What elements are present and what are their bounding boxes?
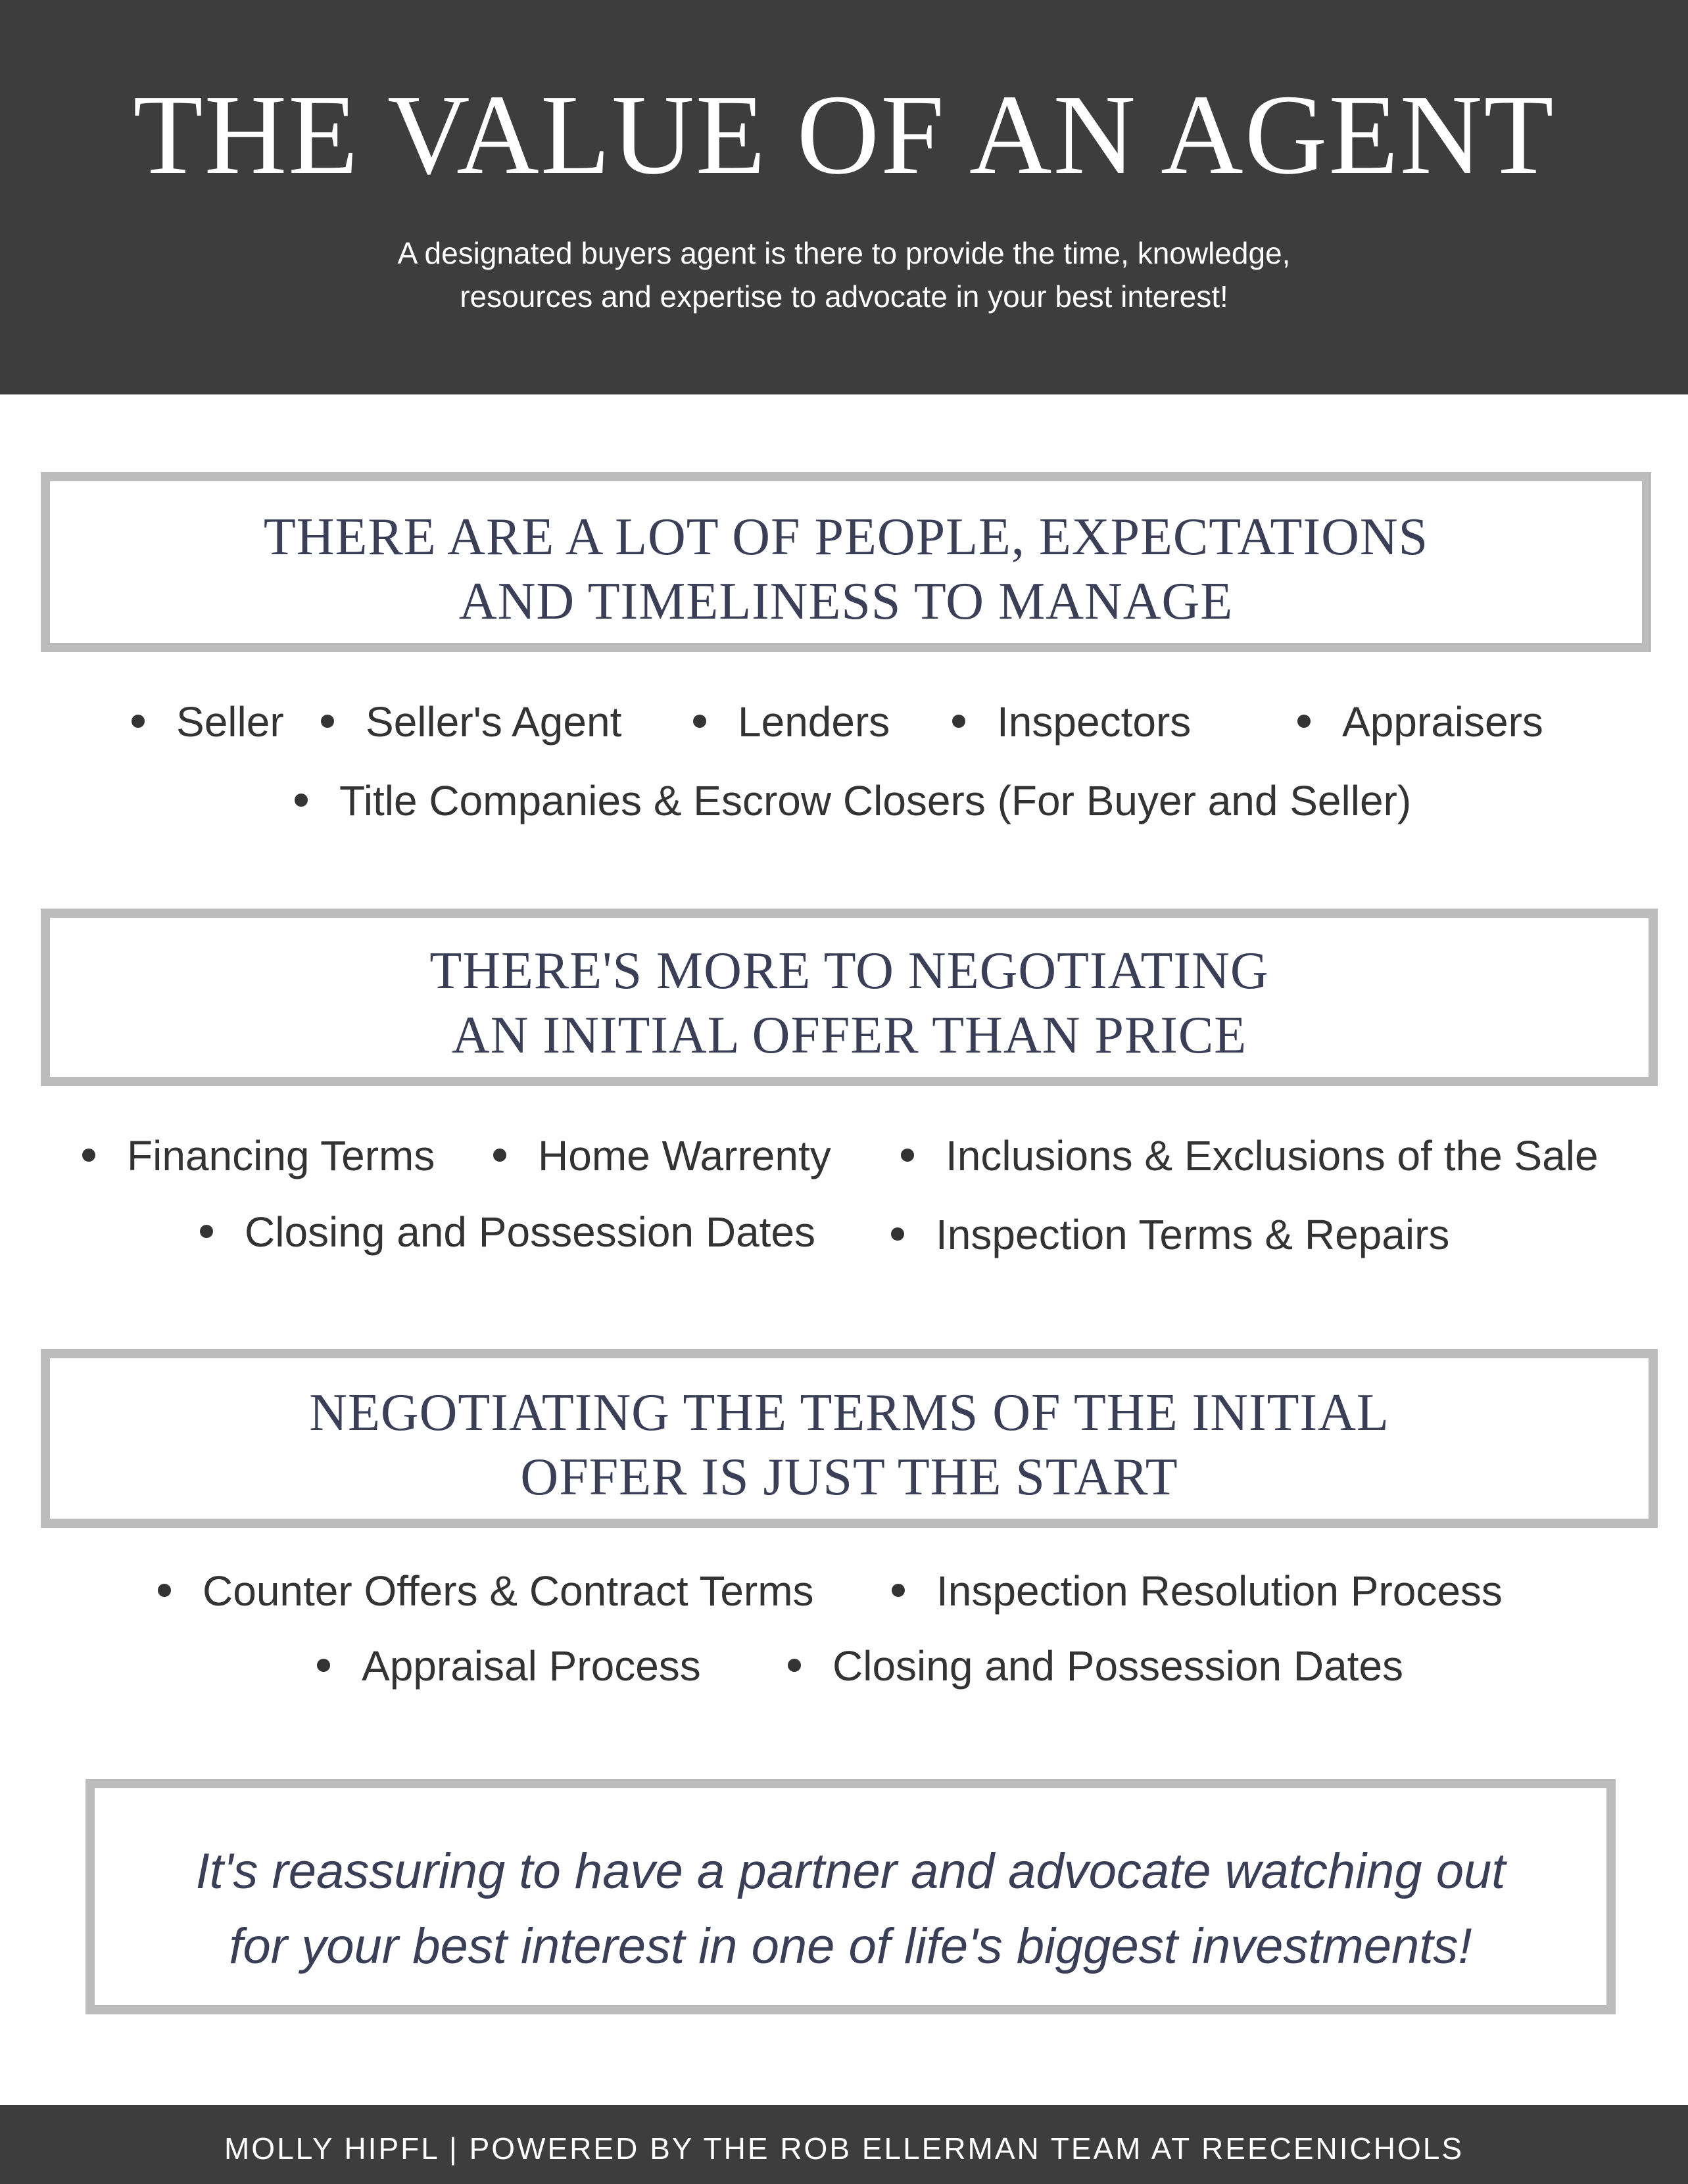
list-item bbox=[1297, 696, 1543, 748]
bullet-icon bbox=[82, 1149, 95, 1162]
section-heading-box bbox=[41, 1349, 1658, 1528]
list-item-label: Title Companies & Escrow Closers (For Buyer and Seller) bbox=[339, 777, 1412, 824]
list-item bbox=[901, 1129, 1599, 1182]
closing-quote bbox=[95, 1834, 1606, 1984]
section-heading-box bbox=[41, 909, 1658, 1086]
list-item bbox=[132, 696, 284, 748]
bullet-icon bbox=[317, 1659, 330, 1672]
section-heading-line: THERE ARE A LOT OF PEOPLE, EXPECTATIONS bbox=[263, 508, 1429, 566]
page-subtitle bbox=[0, 231, 1688, 318]
footer-credit: MOLLY HIPFL | POWERED BY THE ROB ELLERMAN TEAM AT REECENICHOLS bbox=[224, 2131, 1464, 2166]
list-item-label: Closing and Possession Dates bbox=[245, 1208, 816, 1256]
list-item bbox=[693, 696, 890, 748]
list-item-label: Inclusions & Exclusions of the Sale bbox=[946, 1132, 1599, 1179]
list-item-label: Counter Offers & Contract Terms bbox=[203, 1567, 814, 1615]
header-banner bbox=[0, 0, 1688, 394]
section-heading bbox=[50, 1381, 1649, 1509]
list-item bbox=[891, 1208, 1449, 1261]
section-heading bbox=[50, 505, 1642, 634]
bullet-icon bbox=[132, 715, 145, 728]
section-heading-line: AN INITIAL OFFER THAN PRICE bbox=[451, 1007, 1247, 1064]
subtitle-line: resources and expertise to advocate in your best interest! bbox=[460, 279, 1228, 314]
bullet-icon bbox=[952, 715, 965, 728]
quote-line: for your best interest in one of life's biggest investments! bbox=[229, 1918, 1472, 1974]
list-item bbox=[317, 1640, 701, 1692]
bullet-icon bbox=[891, 1227, 904, 1241]
list-item bbox=[158, 1565, 814, 1617]
list-item bbox=[295, 774, 1411, 827]
list-item-label: Financing Terms bbox=[127, 1132, 435, 1179]
bullet-icon bbox=[788, 1659, 801, 1672]
bullet-icon bbox=[693, 715, 706, 728]
bullet-icon bbox=[200, 1225, 213, 1238]
bullet-icon bbox=[158, 1584, 171, 1597]
bullet-icon bbox=[892, 1584, 905, 1597]
quote-line: It's reassuring to have a partner and advocate watching out bbox=[195, 1843, 1506, 1899]
section-heading-line: THERE'S MORE TO NEGOTIATING bbox=[429, 942, 1269, 1000]
quote-box bbox=[85, 1779, 1616, 2014]
list-item-label: Appraisers bbox=[1342, 698, 1543, 746]
list-item bbox=[892, 1565, 1503, 1617]
list-item-label: Closing and Possession Dates bbox=[832, 1642, 1404, 1690]
bullet-icon bbox=[295, 794, 308, 807]
list-item-label: Inspection Terms & Repairs bbox=[936, 1211, 1450, 1258]
section-heading-line: NEGOTIATING THE TERMS OF THE INITIAL bbox=[309, 1384, 1389, 1442]
list-item-label: Appraisal Process bbox=[362, 1642, 701, 1690]
list-item bbox=[493, 1129, 831, 1182]
list-item bbox=[200, 1206, 815, 1258]
section-heading-line: OFFER IS JUST THE START bbox=[520, 1448, 1178, 1506]
page-title: THE VALUE OF AN AGENT bbox=[133, 71, 1555, 198]
footer-bar bbox=[0, 2105, 1688, 2184]
section-heading-box bbox=[41, 472, 1651, 652]
list-item-label: Seller's Agent bbox=[366, 698, 622, 746]
section-heading-line: AND TIMELINESS TO MANAGE bbox=[458, 573, 1234, 630]
bullet-icon bbox=[901, 1149, 914, 1162]
bullet-icon bbox=[321, 715, 334, 728]
list-item-label: Seller bbox=[176, 698, 284, 746]
bullet-icon bbox=[493, 1149, 506, 1162]
list-item-label: Inspection Resolution Process bbox=[936, 1567, 1503, 1615]
section-heading bbox=[50, 939, 1649, 1068]
subtitle-line: A designated buyers agent is there to provide the time, knowledge, bbox=[397, 236, 1291, 270]
list-item bbox=[321, 696, 621, 748]
list-item bbox=[82, 1129, 435, 1182]
list-item-label: Lenders bbox=[738, 698, 890, 746]
list-item-label: Inspectors bbox=[997, 698, 1192, 746]
bullet-icon bbox=[1297, 715, 1311, 728]
list-item bbox=[952, 696, 1191, 748]
list-item-label: Home Warrenty bbox=[538, 1132, 831, 1179]
list-item bbox=[788, 1640, 1403, 1692]
